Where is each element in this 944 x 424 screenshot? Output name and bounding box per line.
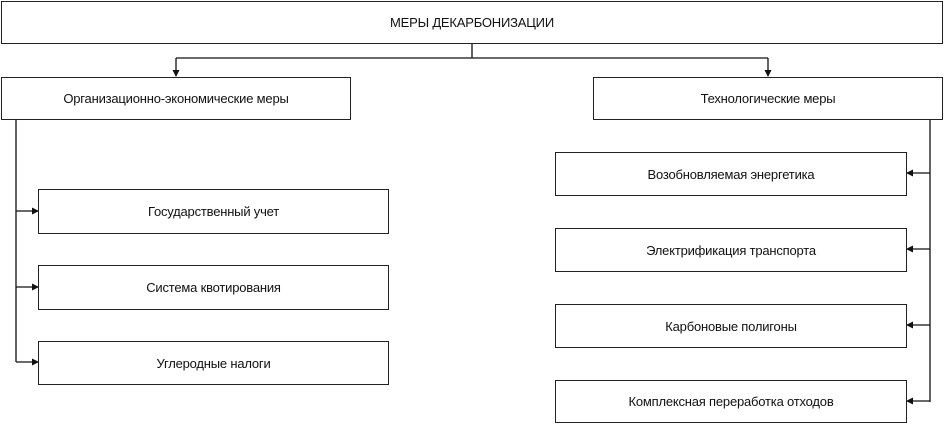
left-category-title: Организационно-экономические меры xyxy=(63,91,289,106)
right-item-box xyxy=(555,152,907,196)
right-item-box xyxy=(555,228,907,272)
right-item-label: Электрификация транспорта xyxy=(646,242,816,258)
left-item-label: Государственный учет xyxy=(147,204,280,219)
left-item-box xyxy=(38,341,389,385)
left-category-box xyxy=(1,77,351,120)
right-item-label: Карбоновые полигоны xyxy=(665,318,797,334)
right-item-box xyxy=(555,304,907,348)
right-item-box xyxy=(555,380,907,423)
left-item-label: Углеродные налоги xyxy=(156,355,271,371)
left-item-box xyxy=(38,265,389,310)
right-category-box xyxy=(593,77,943,120)
root-box xyxy=(1,1,943,44)
left-item-label: Система квотирования xyxy=(146,280,281,295)
right-category-title: Технологические меры xyxy=(700,91,836,106)
left-item-box xyxy=(38,189,389,234)
right-item-label: Комплексная переработка отходов xyxy=(628,394,834,409)
root-title: МЕРЫ ДЕКАРБОНИЗАЦИИ xyxy=(390,15,554,30)
right-item-label: Возобновляемая энергетика xyxy=(647,166,815,182)
